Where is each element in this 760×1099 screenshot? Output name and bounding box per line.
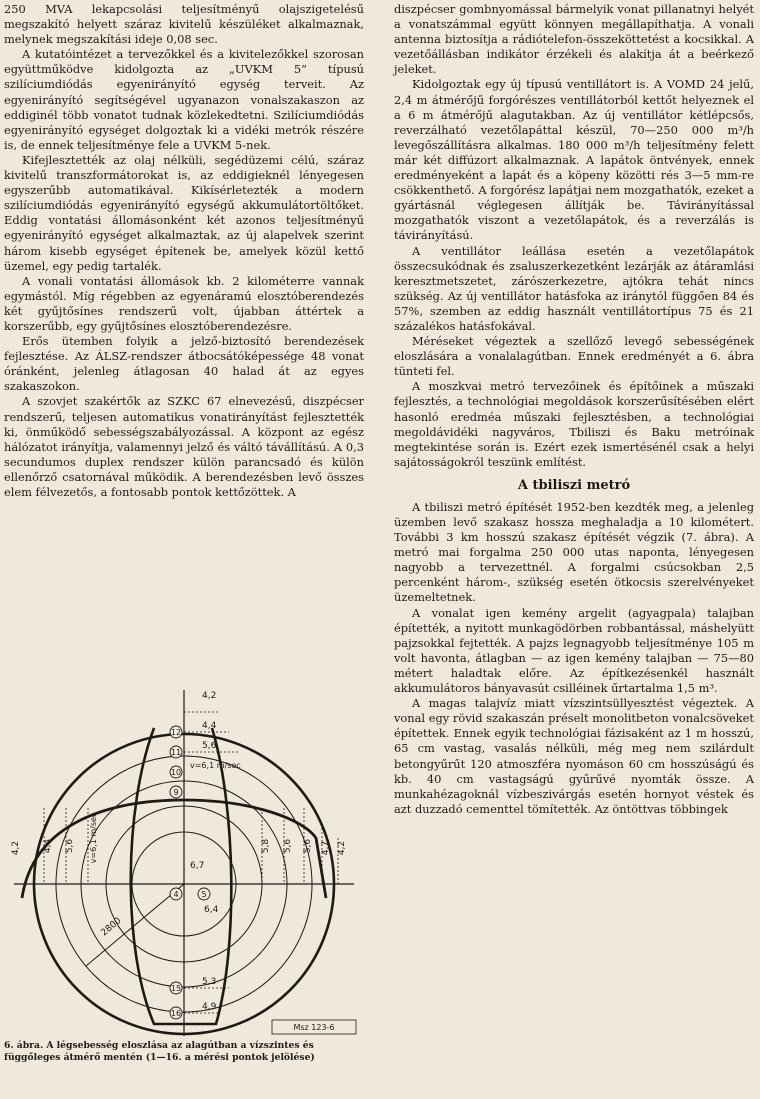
horizontal-value-left: 4,2 (11, 840, 21, 856)
velocity-label-horizontal: v=6,1 m/sec (89, 812, 98, 864)
paragraph: Kidolgoztak egy új típusú ventillátort is. A VOMD 24 jelű, 2,4 m átmérőjű forgórészes ventillátorból kettőt helyeznek el a 6 m átmérőjű alagutakban. Az új ventillátor kétlépcsős, reverzálható vezetőlapáttal készül, 70—250 000 m³/h levegőszállításra alkalmas. 180 000 m³/h teljesítmény felett már két diffúzort alkalmaznak. A lapátok öntvények, ennek eredményeként a lapát és a köpeny közötti rés 3—5 mm-re csökkenthető. A forgórész lapátjai nem mozgathatók, ezeket a gyártásnál véglegesen állítják be. Távirányítással mozgathatók viszont a vezetőlapátok, és a reverzálás is távirányítású. (394, 77, 754, 243)
paragraph: A szovjet szakértők az SZKC 67 elnevezésű, diszpécser rendszerű, teljesen automatikus vonatirányítást fejlesztették ki, önműködő sebességszabályozással. A központ az egész hálózatot irányítja, valamennyi jelző és váltó távállítású. A 0,3 secundumos duplex rendszer külön parancsadó és külön ellenőrző csatornával működik. A berendezésben levő összes elem félvezetős, a fontosabb pontok kettőzöttek. A (4, 394, 364, 499)
point-number-9: 9 (173, 788, 179, 797)
vertical-value: 4,2 (202, 691, 217, 701)
paragraph: A vonalat igen kemény argelit (agyagpala) talajban építették, a nyitott munkagödörben robbantással, máshelyütt pajzsokkal fejtették. A pajzs legnagyobb teljesítménye 105 m volt havonta, átlagban — az igen kemény talajban — 75—80 métert haladtak előre. Az építkezésenkél használt akkumulátoros bányavasút csilléinek űrtartalma 1,5 m³. (394, 605, 754, 696)
paragraph: A moszkvai metró tervezőinek és építőinek a műszaki fejlesztés, a technológiai megoldások korszerűsítésében elért hasonló eredméa műszaki fejlesztésben, a technológiai megoldávidéki nagyváros, Tbiliszi és Baku metróinak megtekintése során is. Ezért ezek ismertésénél csak a helyi sajátosságokról teszünk említést. (394, 379, 754, 469)
paragraph: A ventillátor leállása esetén a vezetőlapátok összecsukódnak és zsaluszerkezetként lezárják az átáramlási keresztmetszetet, zárószerkezetre, ajtókra tehát nincs szükség. Az új ventillátor hatásfoka az iránytól függően 84 és 57%, szemben az eddig használt ventillátortípus 75 és 21 százalékos hatásfokával. (394, 243, 754, 333)
paragraph: A tbiliszi metró építését 1952-ben kezdték meg, a jelenleg üzemben levő szakasz hossza meghaladja a 10 kilométert. További 3 km hosszú szakasz építését végzik (7. ábra). A metró mai forgalma 250 000 utas naponta, lényegesen nagyobb a tervezettnél. A forgalmi csúcsokban 2,5 percenként három-, szükség esetén ötkocsis szerelvényeket üzemeltetnek. (394, 499, 754, 605)
center-value: 6,7 (190, 861, 205, 871)
vertical-value: 4,4 (202, 721, 217, 731)
point-number-11: 11 (170, 748, 182, 757)
vertical-value: 6,4 (204, 905, 219, 915)
point-number-12: 12 (170, 728, 182, 737)
horizontal-value-left: 4,4 (43, 838, 53, 854)
paragraph: A vonali vontatási állomások kb. 2 kilométerre vannak egymástól. Míg régebben az egyenáramú elosztóberendezés két gyűjtősínes rendszerű volt, újabban áttértek a korszerűbb, egy gyűjtősínes elosztóberendezésre. (4, 273, 364, 333)
vertical-value: 5,3 (202, 977, 217, 987)
horizontal-value-right: 4,2 (337, 840, 347, 856)
horizontal-value-right: 5,8 (261, 838, 271, 854)
left-column (4, 2, 364, 500)
paragraph: 250 MVA lekapcsolási teljesítményű olajszigetelésű megszakító helyett száraz kivitelű készüléket alkalmaznak, melynek megszakítási ideje 0,08 sec. (4, 2, 364, 47)
section-heading: A tbiliszi metró (517, 477, 631, 493)
figure-caption: 6. ábra. A légsebesség eloszlása az alagútban a vízszintes és függőleges átmérő mentén (1—16. a mérési pontok jelölése) (4, 1040, 315, 1063)
vertical-value: 5,6 (202, 741, 217, 751)
figure-velocity-distribution (4, 688, 364, 1060)
horizontal-value-right: 5,6 (303, 838, 313, 854)
paragraph: Méréseket végeztek a szellőző levegő sebességének eloszlására a vonalalagútban. Ennek eredményét a 6. ábra tünteti fel. (394, 334, 754, 379)
point-number-16: 16 (170, 1009, 182, 1018)
vertical-value: 4,9 (202, 1002, 217, 1012)
point-number-15: 15 (170, 984, 182, 993)
paragraph: A kutatóintézet a tervezőkkel és a kivitelezőkkel szorosan együttműködve kidolgozta az „UVKM 5” típusú szilíciumdiódás egyenirányító egység terveit. Az egyenirányító segítségével ugyanazon vonalszakaszon az eddiginél több vonatot tudnak közlekedtetni. Szilíciumdiódás egyenirányító egységet dolgoztak ki a vidéki metrók részére is, de ennek teljesítménye fele a UVKM 5-nek. (4, 47, 364, 152)
paragraph: Erős ütemben folyik a jelző-biztosító berendezések fejlesztése. Az ÁLSZ-rendszer átbocsátóképessége 48 vonat óránként, jelenleg átlagosan 40 halad át az egyes szakaszokon. (4, 334, 364, 394)
tunnel-cross-section-drawing (4, 688, 364, 1040)
radius-label: 2800 (99, 915, 124, 939)
paragraph: A magas talajvíz miatt vízszintsüllyesztést végeztek. A vonal egy rövid szakaszán préselt monolitbeton vonalcsöveket építettek. Ennek egyik technológiai fázisaként az 1 m hosszú, 65 cm vastag, vasalás nélküli, még meg nem szilárdult betongyűrűt 120 atmoszféra nyomáson 60 cm hosszúságú és kb. 40 cm vastagságú gyűrűvé nyomták össze. A munkahézagoknál vízbeszivárgás esetén hornyot véstek és azt duzzadó cementtel tömítették. Az öntöttvas többingek (394, 696, 754, 816)
point-number-4: 4 (173, 890, 179, 899)
horizontal-value-right: 4,7 (321, 840, 331, 856)
point-number-10: 10 (170, 768, 182, 777)
horizontal-value-left: 5,6 (65, 838, 75, 854)
right-column (394, 2, 754, 817)
horizontal-value-right: 5,6 (283, 838, 293, 854)
paragraph: diszpécser gombnyomással bármelyik vonat pillanatnyi helyét a vonatszámmal együtt könnyen megállapíthatja. A vonali antenna biztosítja a rádiótelefon-összeköttetést a kocsikkal. A vezetőállásban indikátor érzékeli és alakítja át a beérkező jeleket. (394, 2, 754, 77)
paragraph: Kifejlesztették az olaj nélküli, segédüzemi célú, száraz kivitelű transzformátorokat is, az eddigieknél lényegesen egyszerűbb automatikával. Kikísérletezték a modern szilíciumdiódás egyenirányító egységű akkumulátortöltőket. Eddig vontatási állomásonként két azonos teljesítményű egyenirányító egységet alkalmaztak, az új alapelvek szerint három kisebb egységet építenek be, amelyek közül kettő üzemel, egy pedig tartalék. (4, 152, 364, 273)
figure-stamp: Msz 123-6 (293, 1023, 335, 1032)
velocity-label-vertical: v=6,1 m/sec (190, 761, 241, 770)
point-number-5: 5 (201, 890, 207, 899)
